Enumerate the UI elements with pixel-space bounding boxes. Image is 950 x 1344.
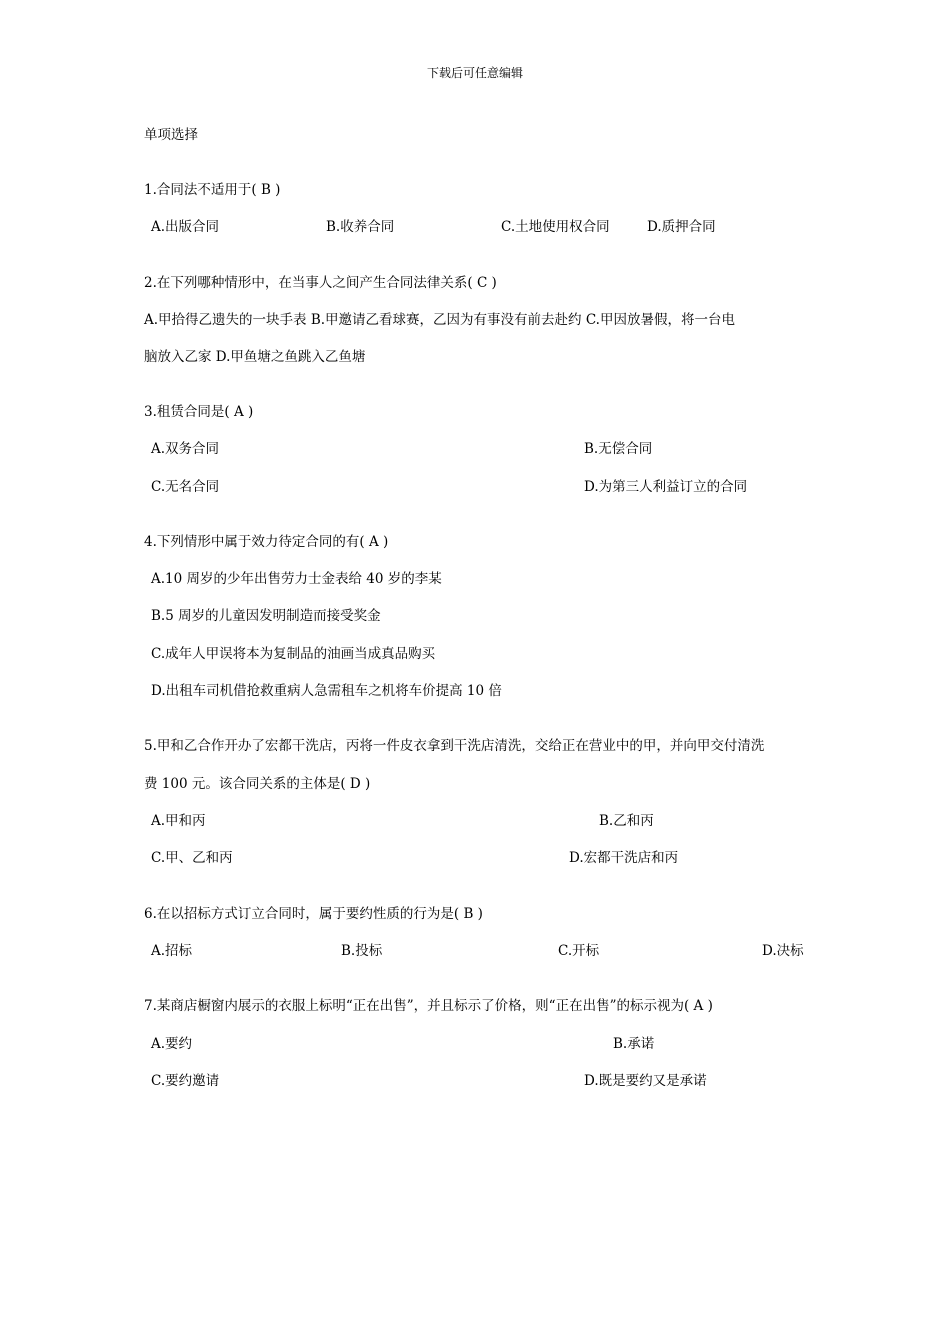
question-4-option-c: C.成年人甲误将本为复制品的油画当成真品购买 [151,646,436,662]
question-7-option-a: A.要约 [151,1036,193,1052]
question-5-option-b: B.乙和丙 [599,813,654,829]
section-title: 单项选择 [144,127,198,143]
question-7-stem: 7.某商店橱窗内展示的衣服上标明“正在出售”，并且标示了价格，则“正在出售”的标示视为( A ) [144,998,713,1014]
question-5-option-d: D.宏都干洗店和丙 [569,850,679,866]
question-3-option-d: D.为第三人利益订立的合同 [584,479,748,495]
question-3-option-b: B.无偿合同 [584,441,653,457]
question-3-option-a: A.双务合同 [151,441,220,457]
question-7-option-b: B.承诺 [613,1036,655,1052]
question-6-option-b: B.投标 [341,943,383,959]
question-2-stem: 2.在下列哪种情形中，在当事人之间产生合同法律关系( C ) [144,275,497,291]
question-1-option-a: A.出版合同 [151,219,220,235]
question-5-stem-line-2: 费 100 元。该合同关系的主体是( D ) [144,776,371,792]
question-5-option-c: C.甲、乙和丙 [151,850,233,866]
question-4-option-d: D.出租车司机借抢救重病人急需租车之机将车价提高 10 倍 [151,683,502,699]
question-1-option-b: B.收养合同 [326,219,395,235]
question-1-option-c: C.土地使用权合同 [501,219,610,235]
question-4-stem: 4.下列情形中属于效力待定合同的有( A ) [144,534,389,550]
question-6-option-a: A.招标 [151,943,193,959]
question-6-option-c: C.开标 [558,943,600,959]
question-6-option-d: D.决标 [762,943,804,959]
question-3-stem: 3.租赁合同是( A ) [144,404,254,420]
question-3-option-c: C.无名合同 [151,479,220,495]
question-5-option-a: A.甲和丙 [151,813,206,829]
question-4-option-b: B.5 周岁的儿童因发明制造而接受奖金 [151,608,381,624]
question-1-stem: 1.合同法不适用于( B ) [144,182,281,198]
question-2-options-line-2: 脑放入乙家 D.甲鱼塘之鱼跳入乙鱼塘 [144,349,366,365]
question-6-stem: 6.在以招标方式订立合同时，属于要约性质的行为是( B ) [144,906,483,922]
page-header: 下载后可任意编辑 [426,66,523,80]
question-4-option-a: A.10 周岁的少年出售劳力士金表给 40 岁的李某 [151,571,442,587]
question-7-option-d: D.既是要约又是承诺 [584,1073,707,1089]
question-2-options-line-1: A.甲拾得乙遗失的一块手表 B.甲邀请乙看球赛，乙因为有事没有前去赴约 C.甲因放暑假，将一台电 [144,312,735,328]
question-5-stem-line-1: 5.甲和乙合作开办了宏都干洗店，丙将一件皮衣拿到干洗店清洗，交给正在营业中的甲，并向甲交付清洗 [144,738,765,754]
question-1-option-d: D.质押合同 [647,219,716,235]
question-7-option-c: C.要约邀请 [151,1073,220,1089]
